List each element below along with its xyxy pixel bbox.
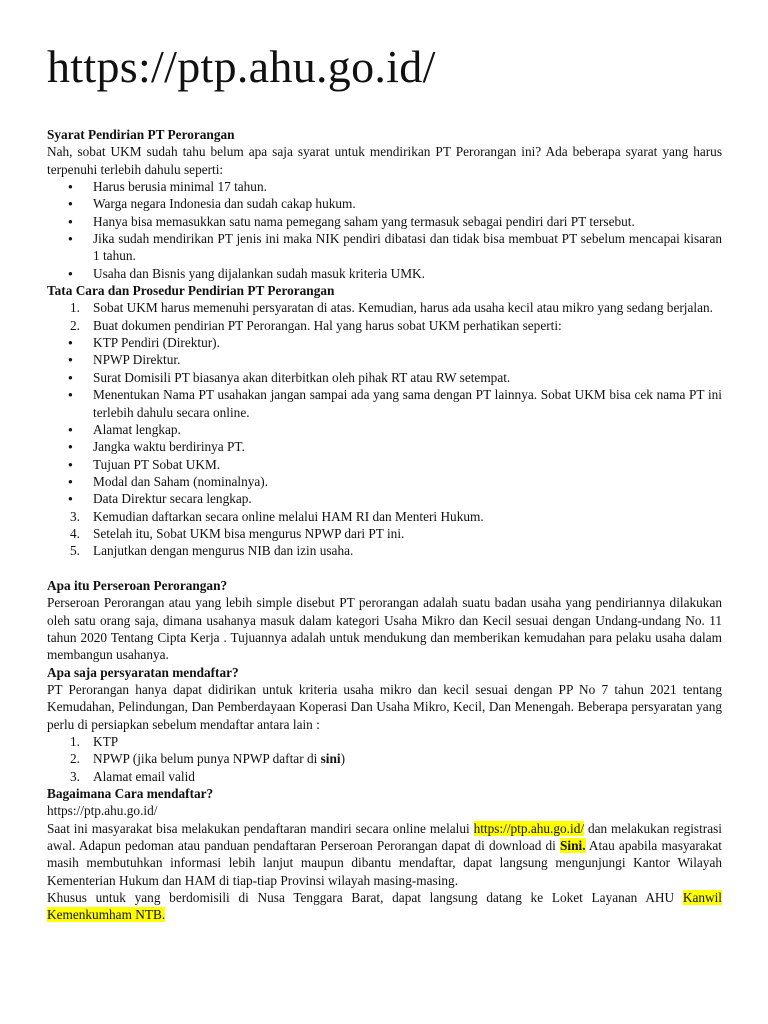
list-item: ● Jangka waktu berdirinya PT.	[93, 438, 722, 455]
list-item: ● Modal dan Saham (nominalnya).	[93, 473, 722, 490]
npwp-sini-link[interactable]: sini	[320, 751, 341, 767]
list-item: ● NPWP Direktur.	[93, 351, 722, 368]
heading-syarat: Syarat Pendirian PT Perorangan	[47, 127, 235, 142]
list-item: ● Warga negara Indonesia dan sudah cakap hukum.	[93, 195, 722, 212]
list-item: ● Surat Domisili PT biasanya akan diterbitkan oleh pihak RT atau RW setempat.	[93, 369, 722, 386]
step-number: 4.	[70, 525, 80, 541]
list-item: ● Harus berusia minimal 17 tahun.	[93, 178, 722, 195]
list-item: ● Usaha dan Bisnis yang dijalankan sudah masuk kriteria UMK.	[93, 265, 722, 282]
list-steps-a	[47, 299, 722, 334]
list-steps-b	[47, 508, 722, 560]
req-text: NPWP (jika belum punya NPWP daftar di	[93, 751, 321, 767]
list-syarat	[47, 178, 722, 282]
list-item: ● Hanya bisa memasukkan satu nama pemegang saham yang termasuk sebagai pendiri dari PT tersebut.	[93, 213, 722, 230]
paragraph-syarat-intro: Nah, sobat UKM sudah tahu belum apa saja syarat untuk mendirikan PT Perorangan ini? Ada beberapa syarat yang harus terpenuhi terlebih dahulu seperti:	[47, 144, 722, 177]
list-item: ● KTP Pendiri (Direktur).	[93, 334, 722, 351]
req-number: 1.	[70, 734, 80, 750]
text: Saat ini masyarakat bisa melakukan pendaftaran mandiri secara online melalui	[47, 820, 474, 836]
panduan-sini-link[interactable]: Sini.	[560, 838, 586, 854]
step-text: Sobat UKM harus memenuhi persyaratan di atas. Kemudian, harus ada usaha kecil atau mikro yang sedang berjalan.	[93, 300, 713, 316]
list-item: ● Tujuan PT Sobat UKM.	[93, 456, 722, 473]
heading-tata-cara: Tata Cara dan Prosedur Pendirian PT Perorangan	[47, 283, 335, 299]
list-item	[70, 299, 722, 316]
text: Khusus untuk yang berdomisili di Nusa Tenggara Barat, dapat langsung datang ke Loket Layanan AHU	[47, 890, 683, 906]
list-item: ● Data Direktur secara lengkap.	[93, 490, 722, 507]
list-item	[70, 317, 722, 334]
list-item	[70, 768, 722, 785]
paragraph-cara-mendaftar	[47, 820, 722, 889]
req-text: Alamat email valid	[93, 768, 195, 784]
paragraph-ntb	[47, 889, 722, 924]
kanwil-ntb-link[interactable]: Kanwil Kemenkumham NTB.	[47, 890, 722, 923]
paragraph-apa-itu: Perseroan Perorangan atau yang lebih simple disebut PT perorangan adalah suatu badan usaha yang pendiriannya dilakukan oleh satu orang saja, dimana usahanya masuk dalam kategori Usaha Mikro dan Kecil sesuai dengan Undang-undang No. 11 tahun 2020 Tentang Cipta Kerja . Tujuannya adalah untuk mendukung dan memberikan kemudahan para pelaku usaha dalam membangun usahanya.	[47, 595, 722, 663]
req-text: KTP	[93, 734, 119, 750]
req-number: 3.	[70, 768, 80, 784]
req-number: 2.	[70, 751, 80, 767]
step-number: 3.	[70, 508, 80, 524]
step-number: 2.	[70, 317, 80, 333]
step-number: 1.	[70, 300, 80, 316]
list-item: ● Alamat lengkap.	[93, 421, 722, 438]
heading-cara-mendaftar: Bagaimana Cara mendaftar?	[47, 786, 214, 802]
text: Atau apabila masyarakat masih membutuhkan informasi lebih lanjut maupun dibantu mendaftar, dapat langsung mengunjungi Kantor Wilayah Kementerian Hukum dan HAM di tiap-tiap Provinsi wilayah masing-masing.	[47, 838, 722, 888]
list-documents	[47, 334, 722, 507]
list-item	[70, 525, 722, 542]
spacer	[47, 560, 722, 577]
req-text-end: )	[340, 751, 346, 767]
heading-persyaratan: Apa saja persyaratan mendaftar?	[47, 664, 239, 680]
page-title-url: https://ptp.ahu.go.id/	[47, 41, 436, 92]
ptp-link[interactable]: https://ptp.ahu.go.id/	[473, 820, 585, 836]
step-number: 5.	[70, 543, 80, 559]
paragraph-persyaratan: PT Perorangan hanya dapat didirikan untuk kriteria usaha mikro dan kecil sesuai dengan PP No 7 tahun 2021 tentang Kemudahan, Pelindungan, Dan Pemberdayaan Koperasi Dan Usaha Mikro, Kecil, Dan Menengah. Beberapa persyaratan yang perlu di persiapkan sebelum mendaftar antara lain :	[47, 682, 722, 732]
list-item: ● Menentukan Nama PT usahakan jangan sampai ada yang sama dengan PT lainnya. Sobat UKM bisa cek nama PT ini terlebih dahulu secara online.	[93, 386, 722, 421]
step-text: Setelah itu, Sobat UKM bisa mengurus NPWP dari PT ini.	[93, 525, 405, 541]
list-item	[70, 542, 722, 559]
document-body	[47, 126, 722, 924]
step-text: Buat dokumen pendirian PT Perorangan. Hal yang harus sobat UKM perhatikan seperti:	[93, 317, 562, 333]
list-item	[70, 508, 722, 525]
list-item	[70, 733, 722, 750]
url-line: https://ptp.ahu.go.id/	[47, 803, 158, 819]
text: dan melakukan registrasi awal. Adapun pedoman atau panduan pendaftaran Perseroan Perorangan dapat di download di	[47, 820, 723, 854]
heading-apa-itu: Apa itu Perseroan Perorangan?	[47, 577, 228, 593]
step-text: Lanjutkan dengan mengurus NIB dan izin usaha.	[93, 543, 354, 559]
step-text: Kemudian daftarkan secara online melalui HAM RI dan Menteri Hukum.	[93, 508, 484, 524]
list-item: ● Jika sudah mendirikan PT jenis ini maka NIK pendiri dibatasi dan tidak bisa membuat PT sebelum mencapai kisaran 1 tahun.	[93, 230, 722, 265]
list-requirements	[47, 733, 722, 785]
list-item	[70, 750, 722, 767]
